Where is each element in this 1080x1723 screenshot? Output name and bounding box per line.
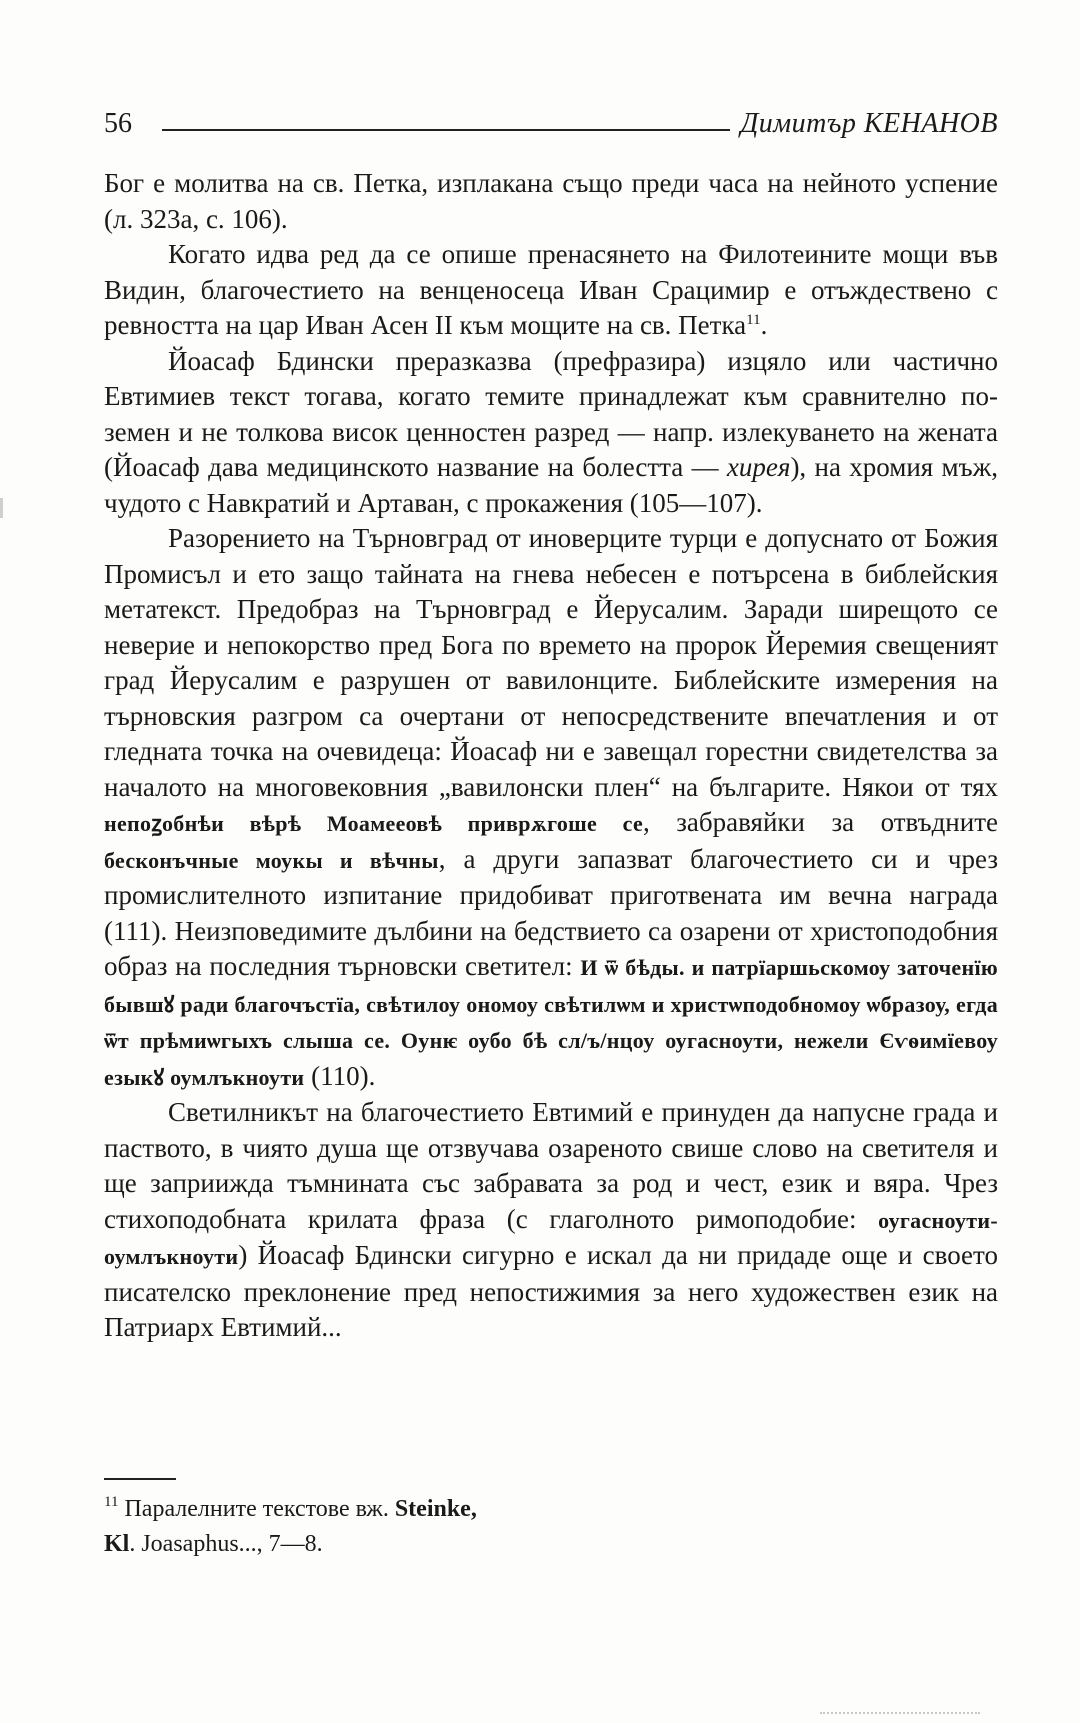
footnote-line-1 xyxy=(104,1492,804,1527)
church-slavonic-quote-2: бесконъчные моукы и вѣчны xyxy=(104,847,439,873)
paragraph-4 xyxy=(104,521,998,1095)
paragraph-4-text-b: , забравяйки за отвъдните xyxy=(643,807,998,837)
church-slavonic-quote-3: И ѿ бѣды. и патрїаршьскомоу заточенїю бывшꙋ ради благочъстїа, свѣтилоу ономоу свѣтилѡм и христѡподобномоу ѡбразоу, егда ѿт прѣмиѡгыхъ слыша се. Оунѥ оубо бѣ сл/ъ/нцоу оугасноути, нежели Єѵѳимїевоу езыкꙋ оумлъкноути xyxy=(104,955,998,1090)
paragraph-3-italic-term: хирея xyxy=(726,452,791,482)
page-number: 56 xyxy=(104,108,132,139)
paragraph-5-text-a: Светилникът на благочестието Евтимий е принуден да напусне града и паството, в чиято душа ще отзвучава озареното свише слово на светителя и ще заприижда тъмнината със забравата за род и чест, език и вяра. Чрез стихоподобната крилата фраза (с глаголното римоподобие: xyxy=(104,1097,998,1234)
paragraph-5 xyxy=(104,1095,998,1346)
paragraph-3-text-a: Йоасаф Бдински преразказва (префразира) изцяло или частично Евтимиев текст тогава, когато темите принадлежат към сравнително по-земен и не толкова висок ценностен разред — напр. излекуването на жената (Йоасаф дава медицинското название на болестта — xyxy=(104,345,998,482)
paragraph-2-text: Когато идва ред да се опише пренасянето на Филотеините мощи във Видин, благочестието на венценосеца Иван Срацимир е отъждествено с ревността на цар Иван Асен II към мощите на св. Петка xyxy=(104,239,998,340)
header-rule xyxy=(162,129,730,131)
paragraph-2-end: . xyxy=(760,310,768,340)
paragraph-1 xyxy=(104,166,998,237)
page-header xyxy=(104,104,998,144)
footnote-text: Паралелните текстове вж. xyxy=(118,1496,395,1522)
church-slavonic-quote-4: оугасноути-оумлъкноути xyxy=(104,1207,998,1269)
footnote-author: Steinke xyxy=(394,1496,471,1522)
paragraph-2 xyxy=(104,237,998,344)
footnote-comma: , xyxy=(470,1496,477,1522)
footnote-rule xyxy=(104,1478,176,1480)
footnote-marker: 11 xyxy=(104,1494,119,1510)
paragraph-4-text-c: , а други запазват благочестието си и чрез промислителното изпитание придобиват приготвената им вечна награда (111). Неизповедимите дълбини на бедствието са озарени от христоподобния образ на последния търновски светител: xyxy=(104,843,998,981)
paragraph-3-text-b: ), на хромия мъж, чудото с Навкратий и Артаван, с прокажения (105—107). xyxy=(104,452,998,518)
paragraph-4-text-d: (110). xyxy=(304,1060,376,1091)
paragraph-4-text-a: Разорението на Търновград от иноверците турци е допуснато от Божия Промисъл и ето защо тайната на гнева небесен е потърсена в библейския метатекст. Предобраз на Търновград е Йерусалим. Заради ширещото се неверие и непокорство пред Бога по времето на пророк Йеремия свещеният град Йерусалим е разрушен от вавилонците. Библейските измерения на търновския разгром са очертани от непосредствените впечатления и от гледната точка на очевидеца: Йоасаф ни е завещал горестни свидетелства за началото на многовековния „вавилонски плен“ на българите. Някои от тях xyxy=(104,523,998,802)
paragraph-5-text-b: ) Йоасаф Бдински сигурно е искал да ни придаде още и своето писателско преклонение пред непостижимия за него художествен език на Патриарх Евтимий... xyxy=(104,1240,998,1342)
paragraph-1-text: Бог е молитва на св. Петка, изплакана също преди часа на нейното успение (л. 323а, с. 106). xyxy=(104,168,998,234)
footnote-source: . Joasaphus..., 7—8. xyxy=(129,1531,323,1557)
scan-bottom-artifact xyxy=(820,1712,980,1718)
footnote xyxy=(104,1492,804,1562)
footnote-line-2 xyxy=(104,1527,804,1562)
church-slavonic-quote-1: непоꙁобнѣи вѣрѣ Моамееовѣ приврѫгоше се xyxy=(104,811,644,836)
main-text xyxy=(104,166,998,1346)
footnote-reference[interactable]: 11 xyxy=(746,312,761,328)
footnote-author-initial: Kl xyxy=(104,1531,130,1557)
scan-edge-mark xyxy=(0,498,3,518)
paragraph-3 xyxy=(104,344,998,522)
running-head: Димитър КЕНАНОВ xyxy=(740,108,998,139)
